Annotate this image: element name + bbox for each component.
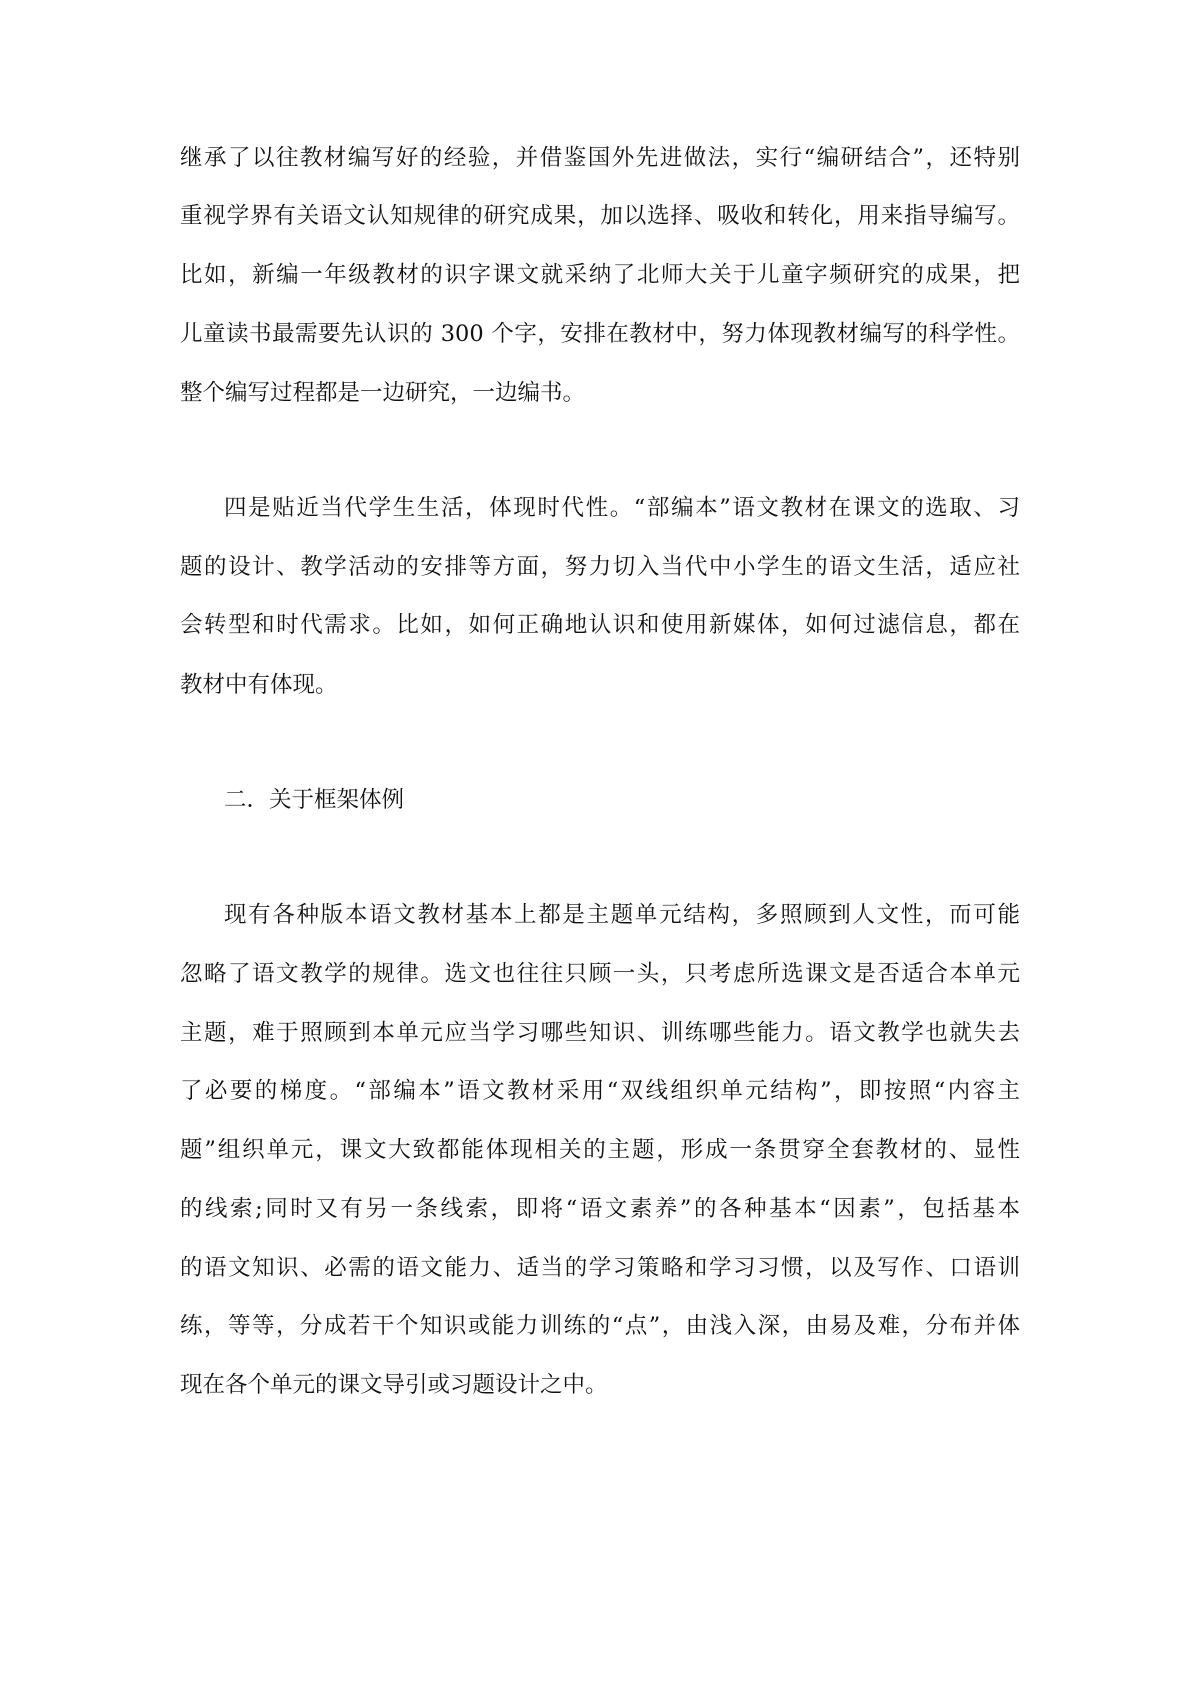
paragraph-3-line-2: 忽略了语文教学的规律。选文也往往只顾一头，只考虑所选课文是否适合本单元 [180,961,1020,987]
paragraph-3-line-7: 的语文知识、必需的语文能力、适当的学习策略和学习习惯，以及写作、口语训 [180,1255,1020,1281]
paragraph-3-line-8: 练，等等，分成若干个知识或能力训练的“点”，由浅入深，由易及难，分布并体 [180,1313,1020,1339]
paragraph-1-line-3: 比如，新编一年级教材的识字课文就采纳了北师大关于儿童字频研究的成果，把 [180,262,1020,288]
paragraph-2-line-4: 教材中有体现。 [180,672,338,698]
paragraph-3-line-4: 了必要的梯度。“部编本”语文教材采用“双线组织单元结构”，即按照“内容主 [180,1078,1020,1104]
paragraph-3-line-6: 的线索;同时又有另一条线索，即将“语文素养”的各种基本“因素”，包括基本 [180,1196,1020,1222]
paragraph-3-line-1: 现有各种版本语文教材基本上都是主题单元结构，多照顾到人文性，而可能 [224,902,1020,928]
paragraph-1-line-4: 儿童读书最需要先认识的 300 个字，安排在教材中，努力体现教材编写的科学性。 [180,321,1020,347]
paragraph-2-line-3: 会转型和时代需求。比如，如何正确地认识和使用新媒体，如何过滤信息，都在 [180,612,1020,638]
paragraph-3-line-9: 现在各个单元的课文导引或习题设计之中。 [180,1372,608,1398]
paragraph-2-line-2: 题的设计、教学活动的安排等方面，努力切入当代中小学生的语文生活，适应社 [180,554,1020,580]
paragraph-1-line-2: 重视学界有关语文认知规律的研究成果，加以选择、吸收和转化，用来指导编写。 [180,203,1020,229]
paragraph-1-line-1: 继承了以往教材编写好的经验，并借鉴国外先进做法，实行“编研结合”，还特别 [180,145,1020,171]
paragraph-2-line-1: 四是贴近当代学生生活，体现时代性。“部编本”语文教材在课文的选取、习 [224,495,1020,521]
paragraph-1-line-5: 整个编写过程都是一边研究，一边编书。 [180,380,586,406]
paragraph-3-line-5: 题”组织单元，课文大致都能体现相关的主题，形成一条贯穿全套教材的、显性 [180,1137,1020,1163]
paragraph-3-line-3: 主题，难于照顾到本单元应当学习哪些知识、训练哪些能力。语文教学也就失去 [180,1020,1020,1046]
section-heading: 二．关于框架体例 [224,787,405,813]
